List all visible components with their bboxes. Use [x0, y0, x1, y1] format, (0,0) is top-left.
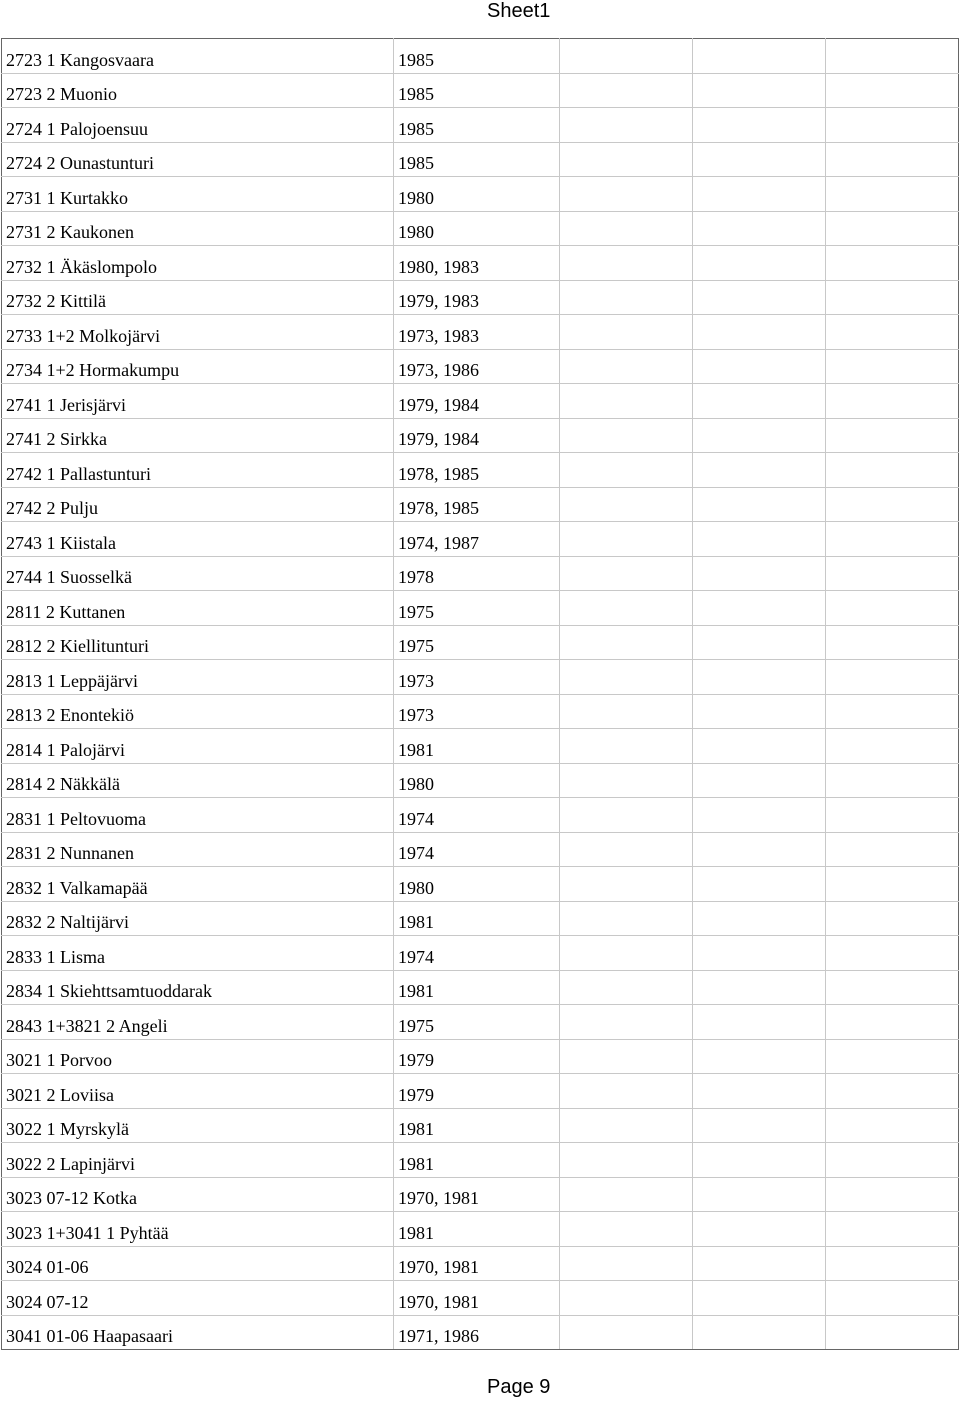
empty-cell: [826, 625, 959, 660]
map-sheet-cell: 2734 1+2 Hormakumpu: [2, 349, 394, 384]
map-sheet-cell: 2843 1+3821 2 Angeli: [2, 1005, 394, 1040]
empty-cell: [693, 246, 826, 281]
year-cell: 1978, 1985: [394, 487, 560, 522]
empty-cell: [693, 453, 826, 488]
empty-cell: [693, 1212, 826, 1247]
empty-cell: [560, 1143, 693, 1178]
empty-cell: [826, 211, 959, 246]
year-cell: 1975: [394, 1005, 560, 1040]
empty-cell: [560, 1074, 693, 1109]
table-row: [2, 1005, 959, 1040]
empty-cell: [693, 901, 826, 936]
empty-cell: [826, 1246, 959, 1281]
empty-cell: [560, 142, 693, 177]
map-sheet-cell: 3024 07-12: [2, 1281, 394, 1316]
empty-cell: [560, 1246, 693, 1281]
empty-cell: [560, 1315, 693, 1350]
empty-cell: [560, 418, 693, 453]
table-row: [2, 591, 959, 626]
empty-cell: [693, 108, 826, 143]
year-cell: 1979, 1984: [394, 384, 560, 419]
empty-cell: [560, 729, 693, 764]
table-row: [2, 1108, 959, 1143]
year-cell: 1971, 1986: [394, 1315, 560, 1350]
empty-cell: [693, 1108, 826, 1143]
empty-cell: [560, 832, 693, 867]
year-cell: 1978: [394, 556, 560, 591]
empty-cell: [826, 522, 959, 557]
empty-cell: [826, 1074, 959, 1109]
empty-cell: [693, 280, 826, 315]
year-cell: 1973: [394, 660, 560, 695]
empty-cell: [560, 1281, 693, 1316]
empty-cell: [826, 453, 959, 488]
data-table: [1, 38, 959, 1350]
empty-cell: [560, 487, 693, 522]
map-sheet-cell: 2731 1 Kurtakko: [2, 177, 394, 212]
empty-cell: [560, 453, 693, 488]
empty-cell: [560, 970, 693, 1005]
year-cell: 1985: [394, 142, 560, 177]
empty-cell: [693, 1074, 826, 1109]
empty-cell: [826, 418, 959, 453]
map-sheet-cell: 2724 2 Ounastunturi: [2, 142, 394, 177]
empty-cell: [693, 625, 826, 660]
table-row: [2, 556, 959, 591]
empty-cell: [693, 349, 826, 384]
table-row: [2, 418, 959, 453]
table-body: [2, 39, 959, 1350]
empty-cell: [693, 832, 826, 867]
empty-cell: [693, 487, 826, 522]
map-sheet-cell: 2732 2 Kittilä: [2, 280, 394, 315]
table-row: [2, 729, 959, 764]
map-sheet-cell: 2832 2 Naltijärvi: [2, 901, 394, 936]
empty-cell: [826, 1143, 959, 1178]
empty-cell: [826, 901, 959, 936]
year-cell: 1974: [394, 798, 560, 833]
table-row: [2, 1143, 959, 1178]
map-sheet-cell: 3023 1+3041 1 Pyhtää: [2, 1212, 394, 1247]
empty-cell: [693, 177, 826, 212]
map-sheet-cell: 3021 1 Porvoo: [2, 1039, 394, 1074]
empty-cell: [826, 142, 959, 177]
empty-cell: [693, 73, 826, 108]
empty-cell: [560, 936, 693, 971]
empty-cell: [826, 729, 959, 764]
map-sheet-cell: 3024 01-06: [2, 1246, 394, 1281]
empty-cell: [560, 867, 693, 902]
empty-cell: [560, 39, 693, 74]
empty-cell: [826, 1281, 959, 1316]
table-row: [2, 1315, 959, 1350]
empty-cell: [560, 798, 693, 833]
empty-cell: [560, 211, 693, 246]
table-row: [2, 39, 959, 74]
empty-cell: [560, 901, 693, 936]
year-cell: 1974, 1987: [394, 522, 560, 557]
table-row: [2, 73, 959, 108]
year-cell: 1974: [394, 832, 560, 867]
map-sheet-cell: 2732 1 Äkäslompolo: [2, 246, 394, 281]
empty-cell: [693, 1039, 826, 1074]
map-sheet-cell: 2831 1 Peltovuoma: [2, 798, 394, 833]
year-cell: 1979, 1984: [394, 418, 560, 453]
table-row: [2, 660, 959, 695]
empty-cell: [560, 315, 693, 350]
table-row: [2, 970, 959, 1005]
year-cell: 1978, 1985: [394, 453, 560, 488]
table-row: [2, 280, 959, 315]
year-cell: 1981: [394, 901, 560, 936]
empty-cell: [560, 177, 693, 212]
year-cell: 1970, 1981: [394, 1177, 560, 1212]
year-cell: 1979: [394, 1039, 560, 1074]
empty-cell: [693, 970, 826, 1005]
table-row: [2, 349, 959, 384]
year-cell: 1985: [394, 108, 560, 143]
empty-cell: [826, 694, 959, 729]
sheet-title: Sheet1: [487, 0, 551, 22]
year-cell: 1981: [394, 1108, 560, 1143]
empty-cell: [560, 1039, 693, 1074]
empty-cell: [693, 211, 826, 246]
empty-cell: [693, 39, 826, 74]
map-sheet-cell: 2744 1 Suosselkä: [2, 556, 394, 591]
year-cell: 1973: [394, 694, 560, 729]
map-sheet-cell: 2813 1 Leppäjärvi: [2, 660, 394, 695]
map-sheet-cell: 2814 1 Palojärvi: [2, 729, 394, 764]
empty-cell: [560, 349, 693, 384]
year-cell: 1981: [394, 970, 560, 1005]
empty-cell: [693, 384, 826, 419]
empty-cell: [693, 522, 826, 557]
empty-cell: [693, 867, 826, 902]
year-cell: 1980: [394, 763, 560, 798]
empty-cell: [826, 832, 959, 867]
empty-cell: [693, 1246, 826, 1281]
empty-cell: [826, 970, 959, 1005]
empty-cell: [693, 591, 826, 626]
empty-cell: [560, 763, 693, 798]
empty-cell: [826, 384, 959, 419]
year-cell: 1981: [394, 729, 560, 764]
empty-cell: [560, 1177, 693, 1212]
year-cell: 1973, 1983: [394, 315, 560, 350]
map-sheet-cell: 3022 1 Myrskylä: [2, 1108, 394, 1143]
empty-cell: [826, 280, 959, 315]
empty-cell: [693, 694, 826, 729]
map-sheet-cell: 2832 1 Valkamapää: [2, 867, 394, 902]
year-cell: 1979: [394, 1074, 560, 1109]
map-sheet-cell: 2834 1 Skiehttsamtuoddarak: [2, 970, 394, 1005]
map-sheet-cell: 2742 1 Pallastunturi: [2, 453, 394, 488]
empty-cell: [693, 556, 826, 591]
empty-cell: [826, 798, 959, 833]
year-cell: 1970, 1981: [394, 1281, 560, 1316]
year-cell: 1979, 1983: [394, 280, 560, 315]
year-cell: 1980: [394, 211, 560, 246]
map-sheet-cell: 2814 2 Näkkälä: [2, 763, 394, 798]
map-sheet-cell: 2833 1 Lisma: [2, 936, 394, 971]
empty-cell: [560, 1005, 693, 1040]
year-cell: 1980: [394, 177, 560, 212]
map-sheet-cell: 3021 2 Loviisa: [2, 1074, 394, 1109]
empty-cell: [560, 1212, 693, 1247]
map-sheet-cell: 3041 01-06 Haapasaari: [2, 1315, 394, 1350]
year-cell: 1973, 1986: [394, 349, 560, 384]
empty-cell: [693, 315, 826, 350]
empty-cell: [560, 108, 693, 143]
empty-cell: [826, 177, 959, 212]
year-cell: 1980: [394, 867, 560, 902]
map-sheet-cell: 2733 1+2 Molkojärvi: [2, 315, 394, 350]
table-row: [2, 453, 959, 488]
empty-cell: [826, 1005, 959, 1040]
table-row: [2, 315, 959, 350]
map-sheet-cell: 2741 2 Sirkka: [2, 418, 394, 453]
map-sheet-cell: 2813 2 Enontekiö: [2, 694, 394, 729]
empty-cell: [826, 1315, 959, 1350]
empty-cell: [693, 798, 826, 833]
empty-cell: [693, 418, 826, 453]
empty-cell: [693, 763, 826, 798]
empty-cell: [560, 694, 693, 729]
empty-cell: [693, 936, 826, 971]
table-row: [2, 108, 959, 143]
map-sheet-cell: 2741 1 Jerisjärvi: [2, 384, 394, 419]
empty-cell: [826, 1177, 959, 1212]
empty-cell: [826, 487, 959, 522]
empty-cell: [560, 1108, 693, 1143]
map-sheet-cell: 2742 2 Pulju: [2, 487, 394, 522]
table-row: [2, 142, 959, 177]
table-row: [2, 867, 959, 902]
map-sheet-cell: 2831 2 Nunnanen: [2, 832, 394, 867]
year-cell: 1970, 1981: [394, 1246, 560, 1281]
table-row: [2, 384, 959, 419]
empty-cell: [560, 556, 693, 591]
empty-cell: [560, 591, 693, 626]
empty-cell: [693, 142, 826, 177]
year-cell: 1980, 1983: [394, 246, 560, 281]
table-row: [2, 211, 959, 246]
table-row: [2, 901, 959, 936]
table-row: [2, 487, 959, 522]
year-cell: 1981: [394, 1212, 560, 1247]
empty-cell: [693, 1005, 826, 1040]
empty-cell: [826, 591, 959, 626]
page-number: Page 9: [487, 1376, 551, 1398]
table-row: [2, 1212, 959, 1247]
table-row: [2, 694, 959, 729]
table-row: [2, 1281, 959, 1316]
empty-cell: [826, 1212, 959, 1247]
empty-cell: [826, 867, 959, 902]
table-row: [2, 763, 959, 798]
map-sheet-cell: 2723 1 Kangosvaara: [2, 39, 394, 74]
year-cell: 1985: [394, 73, 560, 108]
year-cell: 1985: [394, 39, 560, 74]
empty-cell: [826, 315, 959, 350]
year-cell: 1975: [394, 625, 560, 660]
empty-cell: [826, 1108, 959, 1143]
table-row: [2, 1177, 959, 1212]
map-sheet-cell: 3023 07-12 Kotka: [2, 1177, 394, 1212]
table-row: [2, 625, 959, 660]
table-row: [2, 177, 959, 212]
empty-cell: [826, 763, 959, 798]
map-sheet-cell: 2812 2 Kiellitunturi: [2, 625, 394, 660]
table-row: [2, 1039, 959, 1074]
empty-cell: [826, 936, 959, 971]
year-cell: 1975: [394, 591, 560, 626]
table-row: [2, 798, 959, 833]
empty-cell: [693, 1315, 826, 1350]
empty-cell: [826, 1039, 959, 1074]
empty-cell: [693, 1143, 826, 1178]
empty-cell: [826, 556, 959, 591]
empty-cell: [693, 1281, 826, 1316]
empty-cell: [826, 73, 959, 108]
empty-cell: [826, 39, 959, 74]
map-sheet-cell: 3022 2 Lapinjärvi: [2, 1143, 394, 1178]
year-cell: 1981: [394, 1143, 560, 1178]
empty-cell: [560, 384, 693, 419]
map-sheet-cell: 2743 1 Kiistala: [2, 522, 394, 557]
empty-cell: [826, 349, 959, 384]
map-sheet-cell: 2731 2 Kaukonen: [2, 211, 394, 246]
table-row: [2, 832, 959, 867]
table-row: [2, 936, 959, 971]
empty-cell: [560, 280, 693, 315]
table-row: [2, 1246, 959, 1281]
empty-cell: [560, 660, 693, 695]
empty-cell: [693, 660, 826, 695]
empty-cell: [560, 73, 693, 108]
map-sheet-cell: 2723 2 Muonio: [2, 73, 394, 108]
empty-cell: [560, 625, 693, 660]
empty-cell: [826, 108, 959, 143]
year-cell: 1974: [394, 936, 560, 971]
map-sheet-cell: 2811 2 Kuttanen: [2, 591, 394, 626]
table-row: [2, 522, 959, 557]
empty-cell: [560, 246, 693, 281]
table-row: [2, 246, 959, 281]
empty-cell: [693, 729, 826, 764]
empty-cell: [826, 660, 959, 695]
empty-cell: [826, 246, 959, 281]
map-sheet-cell: 2724 1 Palojoensuu: [2, 108, 394, 143]
table-row: [2, 1074, 959, 1109]
empty-cell: [560, 522, 693, 557]
empty-cell: [693, 1177, 826, 1212]
